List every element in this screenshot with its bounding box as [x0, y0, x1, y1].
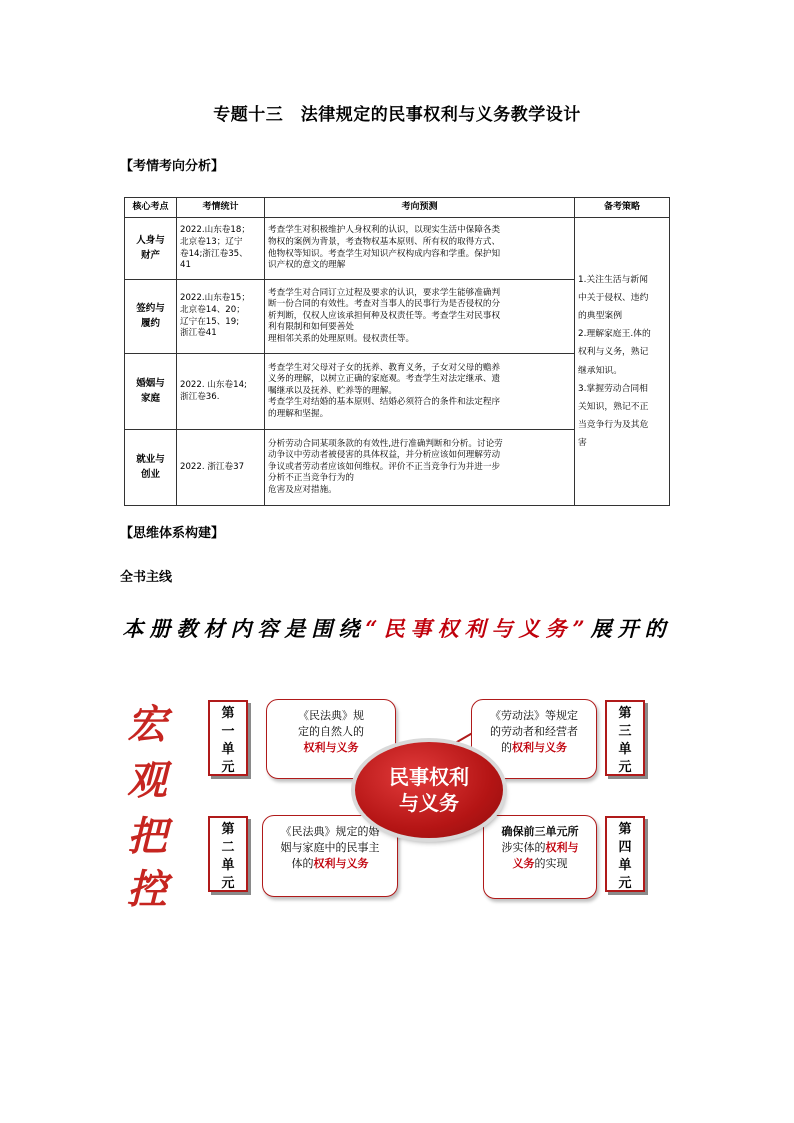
page-title: 专题十三 法律规定的民事权利与义务教学设计: [213, 105, 581, 125]
prediction-cell: 考查学生对合同订立过程及要求的认识，要求学生能够准确判 断一份合同的有效性。考查对当事人的民事行为是否侵权的分 析判断，仅权人应该承担何种及权责任等。考查学生对民事权 利有限制和如何要善处 理相邻关系的处理原则。侵权责任等。: [265, 280, 575, 354]
stats-cell: 2022. 浙江卷37: [177, 430, 265, 506]
stats-cell: 2022.山东卷18； 北京卷13；辽宁 卷14;浙江卷35、 41: [177, 218, 265, 280]
banner-text-highlight: “民事权利与义务”: [365, 616, 591, 641]
unit-2-bubble: 《民法典》规定的婚 姻与家庭中的民事主 体的权利与义务: [262, 815, 398, 897]
macro-char: 观: [127, 757, 167, 804]
unit-2-box: 第 二 单 元: [208, 816, 248, 892]
exam-analysis-table: [124, 197, 670, 506]
section-heading-exam-analysis: 【考情考向分析】: [120, 159, 225, 174]
core-topic-cell: 签约与 履约: [125, 280, 177, 354]
stats-cell: 2022. 山东卷14; 浙江卷36.: [177, 354, 265, 430]
core-topic-cell: 婚姻与 家庭: [125, 354, 177, 430]
table-header-cell: 备考策略: [575, 198, 670, 218]
table-header-cell: 考情统计: [177, 198, 265, 218]
subsection-heading-main-line: 全书主线: [120, 570, 173, 585]
banner-text-pre: 本册教材内容是围绕: [122, 616, 366, 641]
banner-text-post: 展开的: [590, 616, 672, 641]
section-heading-thinking-system: 【思维体系构建】: [120, 526, 225, 541]
table-header-cell: 考向预测: [265, 198, 575, 218]
core-topic-cell: 人身与 财产: [125, 218, 177, 280]
prediction-cell: 考查学生对积极维护人身权利的认识，以现实生活中保障各类 物权的案例为背景，考查物权基本原则、所有权的取得方式、 他物权等知识。考查学生对知识产权构成内容和学重。保护知 识产权的意文的理解: [265, 218, 575, 280]
macro-char: 宏: [127, 701, 167, 748]
table-header-cell: 核心考点: [125, 198, 177, 218]
diagram-banner: [0, 613, 794, 643]
strategy-cell: 1.关注生活与新闻 中关于侵权、违约 的典型案例 2.理解家庭王.体的 权利与义务，熟记 继承知识。 3.掌握劳动合同相 关知识，熟记不正 当竞争行为及其危 害: [575, 218, 670, 506]
prediction-cell: 考查学生对父母对子女的抚养、教育义务，子女对父母的赡养 义务的理解，以树立正确的家庭观。考查学生对法定继承、遗 嘱继承以及抚养、贮养等的理解。 考查学生对结婚的基本原则、结婚必须符合的条件和法定程序 的理解和坚握。: [265, 354, 575, 430]
unit-1-bubble: 《民法典》规 定的自然人的 权利与义务: [266, 699, 396, 779]
macro-char: 控: [127, 866, 167, 913]
macro-char: 把: [127, 813, 167, 860]
stats-cell: 2022.山东卷15； 北京卷14、20； 辽宁在15、19; 浙江卷41: [177, 280, 265, 354]
table-row: [125, 218, 670, 280]
unit-4-box: 第 四 单 元: [605, 816, 645, 892]
unit-3-box: 第 三 单 元: [605, 700, 645, 776]
unit-3-bubble: 《劳动法》等规定 的劳动者和经营者 的权利与义务: [471, 699, 597, 779]
core-topic-cell: 就业与 创业: [125, 430, 177, 506]
unit-1-box: 第 一 单 元: [208, 700, 248, 776]
prediction-cell: 分析劳动合同某项条款的有效性,进行准确判断和分析。讨论劳 动争议中劳动者被侵害的具体权益，并分析应该如何理解劳动 争议或者劳动者应该如何维权。评价不正当竞争行为并进一步 分析不正当竞争行为的 危害及应对措施。: [265, 430, 575, 506]
table-header-row: [125, 198, 670, 218]
unit-4-bubble: 确保前三单元所 涉实体的权利与 义务的实现: [483, 815, 597, 899]
center-circle: 民事权利 与义务: [355, 742, 503, 838]
